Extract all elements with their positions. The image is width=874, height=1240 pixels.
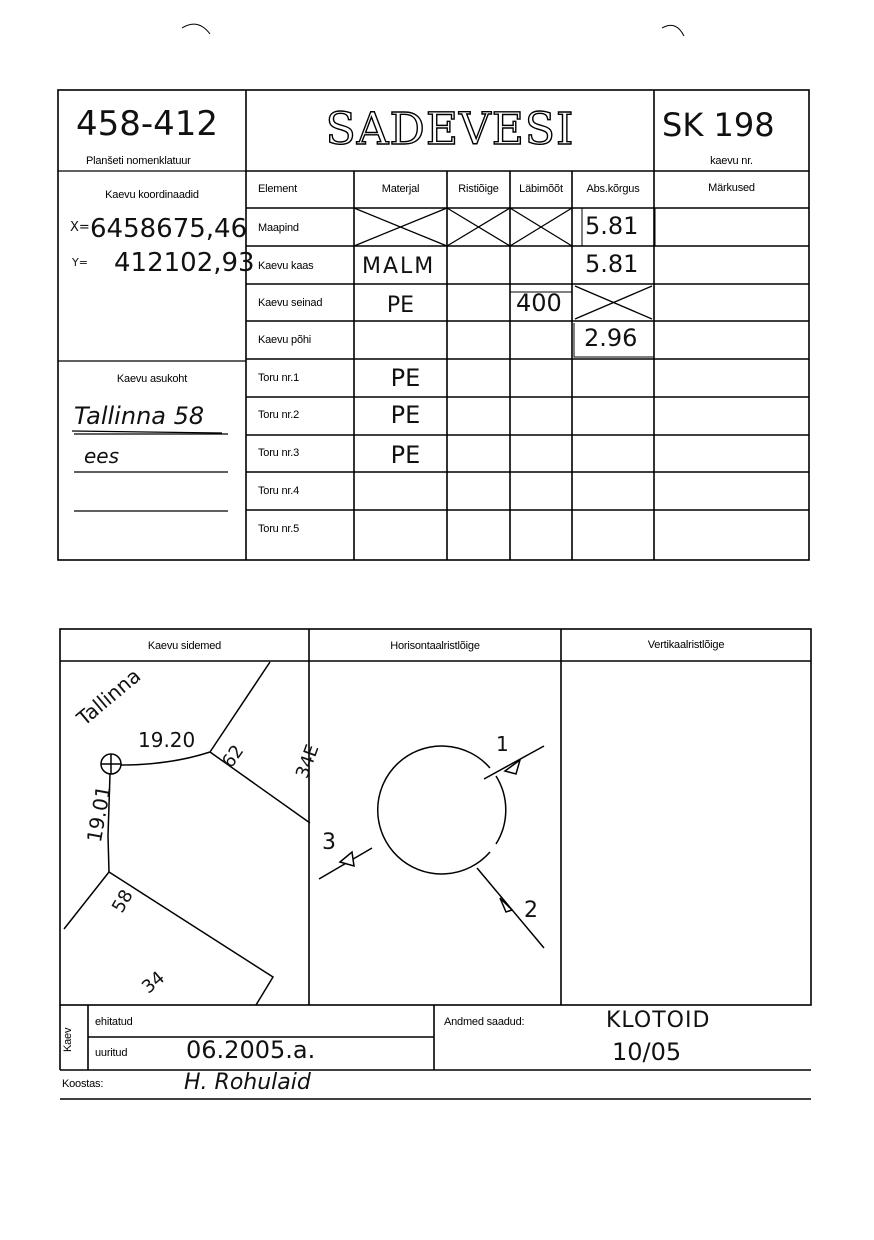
punch-mark-left	[182, 24, 210, 34]
row-element: Toru nr.5	[258, 523, 300, 535]
data-received-date: 10/05	[612, 1038, 682, 1066]
row-element: Toru nr.4	[258, 485, 300, 497]
y-prefix: Y=	[72, 256, 88, 269]
location-line-1: Tallinna 58	[74, 402, 205, 430]
built-label: ehitatud	[95, 1016, 133, 1028]
header-element: Element	[258, 183, 297, 195]
row-element: Kaevu kaas	[258, 260, 314, 272]
horizontal-section-header: Horisontaalristlõige	[390, 640, 480, 652]
material-value: PE	[390, 401, 421, 429]
house-number-58: 58	[108, 886, 138, 917]
vertical-section-header: Vertikaalristlõige	[647, 639, 725, 651]
abs-height-value: 5.81	[585, 250, 639, 278]
row-element: Toru nr.3	[258, 447, 300, 459]
coordinates-label: Kaevu koordinaadid	[105, 189, 199, 201]
header-notes: Märkused	[708, 182, 755, 194]
tie-distance-left: 19.01	[82, 783, 116, 845]
page-title: SADEVESI	[325, 104, 575, 155]
compiled-value: H. Rohulaid	[184, 1070, 311, 1095]
street-name: Tallinna	[72, 663, 146, 731]
data-received-label: Andmed saadud:	[444, 1016, 525, 1028]
location-line-2: ees	[84, 444, 120, 468]
pipe-3-label: 3	[322, 830, 336, 855]
sketch-frame	[60, 629, 811, 1005]
location-label: Kaevu asukoht	[116, 373, 188, 385]
y-coordinate-value: 412102,93	[114, 248, 255, 278]
row-element: Toru nr.2	[258, 409, 300, 421]
diameter-value: 400	[516, 289, 562, 317]
x-prefix: X=	[70, 220, 90, 235]
nomenclature-label: Planšeti nomenklatuur	[86, 155, 191, 167]
header-abs-height: Abs.kõrgus	[586, 183, 640, 195]
ties-header: Kaevu sidemed	[147, 640, 222, 652]
well-side-label: Kaev	[62, 1027, 74, 1052]
well-circle-outline	[378, 746, 490, 874]
material-value: PE	[386, 293, 415, 318]
header-diameter: Läbimõõt	[519, 183, 563, 195]
house-number-62: 62	[218, 741, 249, 773]
row-element: Maapind	[258, 222, 299, 234]
header-cross-section: Ristiõige	[458, 183, 499, 195]
material-value: PE	[390, 441, 421, 469]
punch-mark-right	[662, 25, 684, 36]
row-element: Kaevu põhi	[258, 334, 312, 346]
well-number-value: SK 198	[662, 106, 775, 144]
material-value: MALM	[362, 254, 436, 279]
abs-height-value: 5.81	[585, 212, 639, 240]
abs-height-value: 2.96	[584, 324, 638, 352]
row-element: Toru nr.1	[258, 372, 300, 384]
material-value: PE	[390, 364, 421, 392]
x-coordinate-value: 6458675,46	[90, 214, 248, 244]
surveyed-label: uuritud	[95, 1047, 128, 1059]
compiled-label: Koostas:	[62, 1078, 104, 1090]
well-number-label: kaevu nr.	[710, 155, 753, 167]
pipe-1-label: 1	[496, 732, 509, 756]
house-number-34: 34	[138, 967, 170, 999]
row-element: Kaevu seinad	[258, 297, 323, 309]
surveyed-value: 06.2005.a.	[186, 1036, 316, 1064]
nomenclature-value: 458-412	[76, 104, 219, 144]
pipe-2-label: 2	[524, 898, 538, 923]
horizontal-section	[319, 746, 544, 948]
header-material: Materjal	[381, 183, 420, 195]
house-number-34e: 34E	[292, 741, 324, 782]
data-received-source: KLOTOID	[606, 1008, 711, 1033]
tie-distance-top: 19.20	[138, 728, 196, 752]
